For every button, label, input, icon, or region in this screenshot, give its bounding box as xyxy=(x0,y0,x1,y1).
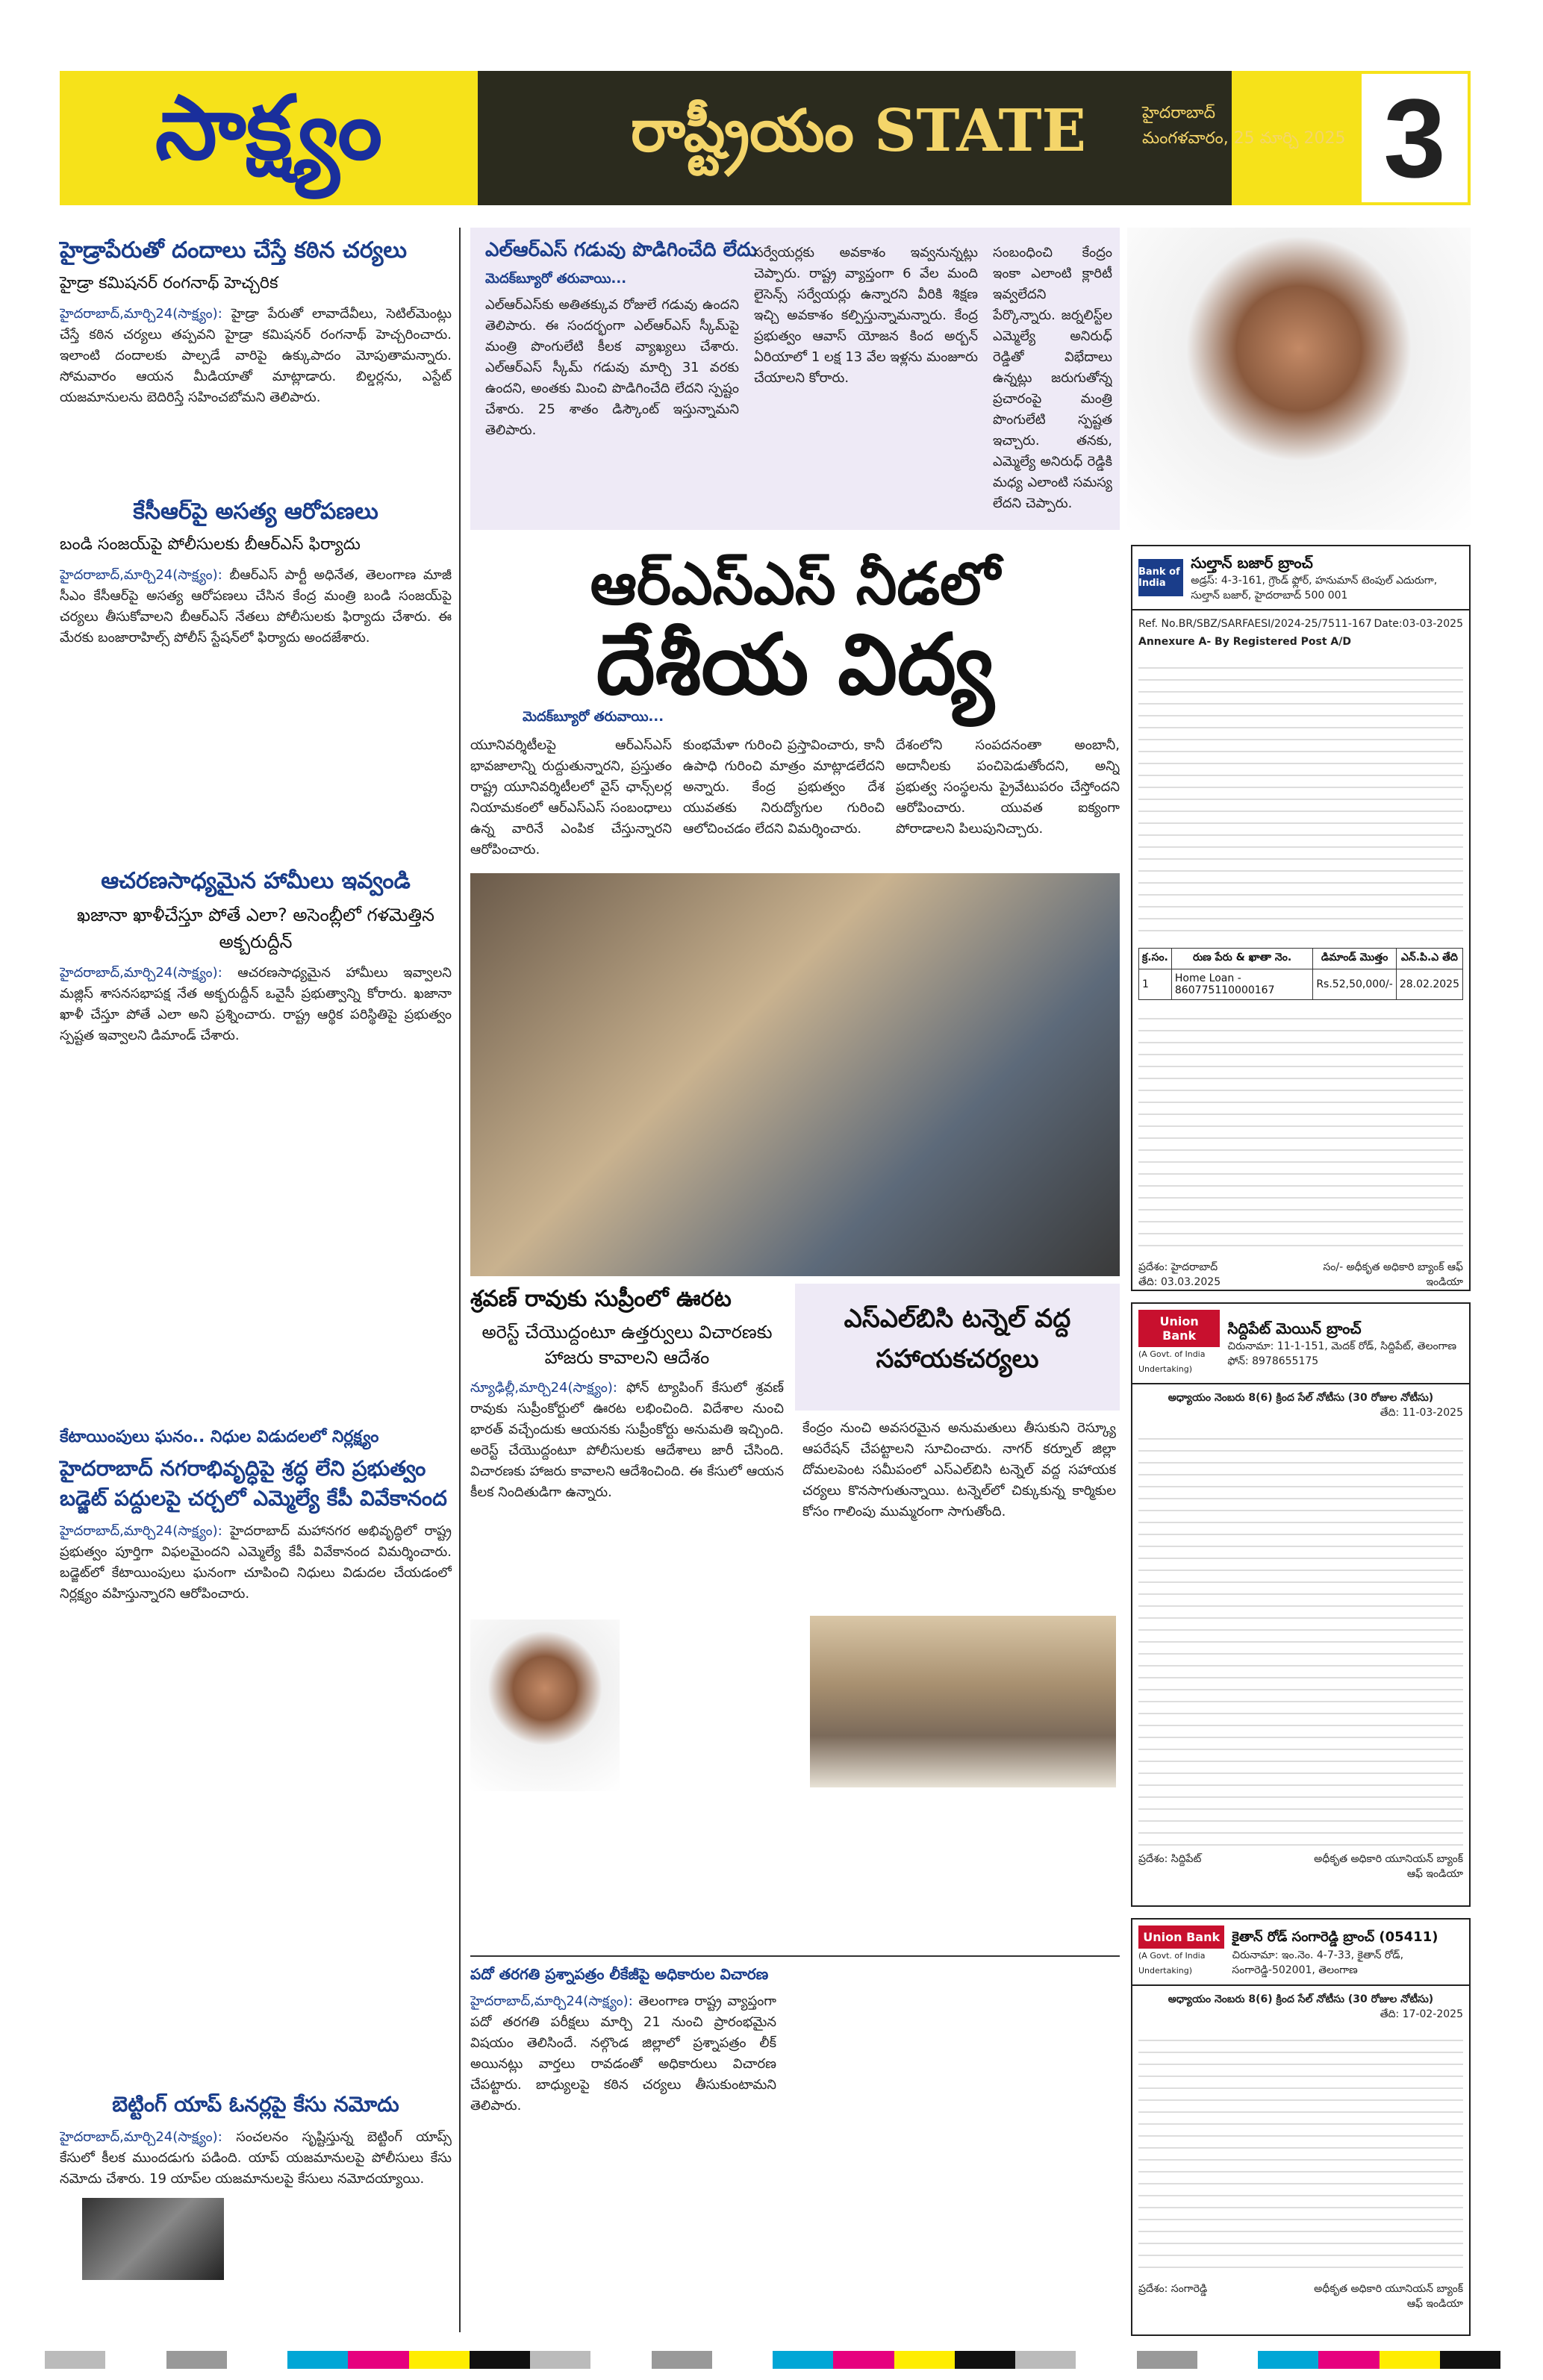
newspaper-logo: సాక్ష్యం xyxy=(60,71,478,205)
notice-title: అధ్యాయం నెంబరు 8(6) క్రింద సేల్ నోటీసు (30 రోజుల నోటీసు) xyxy=(1168,1392,1434,1404)
subhead: హైడ్రా కమిషనర్ రంగనాథ్ హెచ్చరిక xyxy=(60,274,278,293)
notice-place: ప్రదేశం: సంగారెడ్డి xyxy=(1138,2283,1208,2295)
printer-color-bar xyxy=(45,2351,1500,2369)
lead-headline xyxy=(470,549,1120,713)
story-betting xyxy=(60,2090,452,2351)
story-body: హైడ్రా పేరుతో లావాదేవీలు, సెటిల్‌మెంట్లు చేస్తే కఠిన చర్యలు తప్పవని హైడ్రా కమిషనర్ రంగనాథ్ హెచ్చరించారు. ఇలాంటి దందాలకు పాల్పడే వారిపై ఉక్కుపాదం మోపుతామన్నారు. సోమవారం ఆయన మీడియాతో మాట్లాడారు. బిల్డర్లను, ఎస్టేట్ యజమానులను బెదిరిస్తే సహించబోమని తెలిపారు. xyxy=(60,306,452,405)
subhead: అరెస్ట్ చేయొద్దంటూ ఉత్తర్వులు విచారణకు హాజరు కావాలని ఆదేశం xyxy=(481,1322,773,1368)
headline-line-2: దేశీయ విద్య xyxy=(596,616,994,713)
story-body: బీఆర్ఎస్ పార్టీ అధినేత, తెలంగాణ మాజీ సీఎం కేసీఆర్‌పై అసత్య ఆరోపణలు చేసిన కేంద్ర మంత్రి బండి సంజయ్‌పై చర్యలు తీసుకోవాలని బీఆర్ఎస్ నేతలు పోలీసులకు ఫిర్యాదు చేశారు. ఈ మేరకు బంజారాహిల్స్ పోలీస్ స్టేషన్‌లో ఫిర్యాదు అందజేశారు. xyxy=(60,567,452,646)
story-body-3: సంబంధించి కేంద్రం ఇంకా ఎలాంటి క్లారిటీ ఇవ్వలేదని పేర్కొన్నారు. జర్నలిస్ట్‌ల ఎమ్మెల్యే అనిరుధ్ రెడ్డితో విభేదాలు ఉన్నట్లు జరుగుతోన్న ప్రచారంపై మంత్రి పొంగులేటి స్పష్టత ఇచ్చారు. తనకు, ఎమ్మెల్యే అనిరుధ్ రెడ్డికి మధ్య ఎలాంటి సమస్య లేదని చెప్పారు. xyxy=(993,245,1112,511)
lead-body-1: యూనివర్శిటీలపై ఆర్ఎస్ఎస్ భావజాలాన్ని రుద్దుతున్నారని, ప్రస్తుతం రాష్ట్ర యూనివర్శిటీలలో వైస్ ఛాన్స్‌లర్ల నియామకంలో ఆర్ఎస్ఎస్ సంబంధాలు ఉన్న వారినే ఎంపిక చేస్తున్నారని ఆరోపించారు. xyxy=(470,737,672,858)
dateline: హైదరాబాద్,మార్చి24(సాక్ష్యం): xyxy=(470,1993,633,2009)
story-body: ఆచరణసాధ్యమైన హామీలు ఇవ్వాలని మజ్లిస్ శాసనసభాపక్ష నేత అక్బరుద్దీన్ ఒవైసీ ప్రభుత్వాన్ని కోరారు. ఖజానా ఖాళీ చేస్తూ పోతే ఎలా అని ప్రశ్నించారు. రాష్ట్ర ఆర్థిక పరిస్థితిపై ప్రభుత్వం స్పష్టత ఇవ్వాలని డిమాండ్ చేశారు. xyxy=(60,965,452,1043)
table-header: ఎన్.పి.ఎ తేది xyxy=(1396,949,1462,969)
dateline: హైదరాబాద్,మార్చి24(సాక్ష్యం): xyxy=(60,2129,222,2145)
table-cell: 1 xyxy=(1139,969,1172,1000)
story-vivekananda xyxy=(60,1425,452,2043)
edition-city: హైదరాబాద్ xyxy=(1142,104,1215,122)
kicker: కేటాయింపులు ఘనం.. నిధుల విడుదలలో నిర్లక్ష్యం xyxy=(60,1428,379,1446)
story-body: హైదరాబాద్ మహానగర అభివృద్ధిలో రాష్ట్ర ప్రభుత్వం పూర్తిగా విఫలమైందని ఎమ్మెల్యే కేపీ వివేకానంద విమర్శించారు. బడ్జెట్‌లో కేటాయింపులు ఘనంగా చూపించి నిధులు విడుదల చేయడంలో నిర్లక్ష్యం వహిస్తున్నారని ఆరోపించారు. xyxy=(60,1523,452,1602)
dateline: హైదరాబాద్,మార్చి24(సాక్ష్యం): xyxy=(60,965,222,981)
dateline: హైదరాబాద్,మార్చి24(సాక్ష్యం): xyxy=(60,1523,222,1539)
lead-body-3: దేశంలోని సంపదనంతా అంబానీ, అదానీలకు పంచిపెడుతోందని, అన్ని ప్రభుత్వ సంస్థలను ప్రైవేటుపరం చేస్తోందని ఆరోపించారు. యువత ఐక్యంగా పోరాడాలని పిలుపునిచ్చారు. xyxy=(896,737,1120,837)
slbc-headline-box xyxy=(795,1284,1120,1411)
minister-photo xyxy=(1127,228,1471,530)
branch-address: చిరునామా: ఇం.నెం. 4-7-33, కైతాన్ రోడ్, సంగారెడ్డి-502001, తెలంగాణ xyxy=(1232,1949,1404,1976)
story-body-2: సర్వేయర్లకు అవకాశం ఇవ్వనున్నట్లు చెప్పారు. రాష్ట్ర వ్యాప్తంగా 6 వేల మంది లైసెన్స్ సర్వేయర్లు ఉన్నారని వీరికి శిక్షణ ఇచ్చి అవకాశం కల్పిస్తున్నామన్నారు. కేంద్ర ప్రభుత్వం ఆవాస్ యోజన కింద అర్బన్ ఏరియాలో 1 లక్ష 13 వేల ఇళ్లను మంజూరు చేయాలని కోరారు. xyxy=(754,245,978,386)
slbc-meeting-photo xyxy=(810,1616,1116,1787)
column-divider xyxy=(459,228,461,2332)
branch-address: అడ్రస్: 4-3-161, గ్రౌండ్ ఫ్లోర్, హనుమాన్ టెంపుల్ ఎదురుగా, సుల్తాన్ బజార్, హైదరాబాద్ 500 001 xyxy=(1191,575,1438,602)
lead-photo xyxy=(470,873,1120,1276)
story-body: ఎల్ఆర్ఎస్‌కు అతితక్కువ రోజులే గడువు ఉందని తెలిపారు. ఈ సందర్భంగా ఎల్ఆర్ఎస్ స్కీమ్‌పై మంత్రి పొంగులేటి కీలక వ్యాఖ్యలు చేశారు. ఎల్ఆర్ఎస్ స్కీమ్ గడువు మార్చి 31 వరకు ఉందని, అంతకు మించి పొడిగించేది లేదని స్పష్టం చేశారు. 25 శాతం డిస్కౌంట్ ఇస్తున్నామని తెలిపారు. xyxy=(485,297,739,438)
table-row xyxy=(1139,969,1463,1000)
table-header: రుణ పేరు & ఖాతా నెం. xyxy=(1171,949,1312,969)
headline: ఆచరణసాధ్యమైన హామీలు ఇవ్వండి xyxy=(101,868,411,894)
story-body: ఫోన్ ట్యాపింగ్ కేసులో శ్రవణ్ రావుకు సుప్రీంకోర్టులో ఊరట లభించింది. విదేశాల నుంచి భారత్ వచ్చేందుకు ఆయనకు సుప్రీంకోర్టు అనుమతి ఇచ్చింది. అరెస్ట్ చేయొద్దంటూ పోలీసులకు ఆదేశాలు జారీ చేసింది. విచారణకు హాజరు కావాలని ఆదేశించింది. ఈ కేసులో ఆయన కీలక నిందితుడిగా ఉన్నారు. xyxy=(470,1380,784,1500)
headline: హైడ్రాపేరుతో దందాలు చేస్తే కఠిన చర్యలు xyxy=(60,237,408,263)
dateline: న్యూఢిల్లీ,మార్చి24(సాక్ష్యం): xyxy=(470,1380,618,1396)
lrs-story-box xyxy=(470,228,1120,530)
lead-dateline: మెదక్‌బ్యూరో తరువాయి... xyxy=(523,709,664,725)
lead-body-2: కుంభమేళా గురించి ప్రస్తావించారు, కానీ ఉపాధి గురించి మాత్రం మాట్లాడలేదని అన్నారు. కేంద్ర ప్రభుత్వం దేశ యువతకు నిరుద్యోగుల గురించి ఆలోచించడం లేదని విమర్శించారు. xyxy=(683,737,885,837)
story-body: తెలంగాణ రాష్ట్ర వ్యాప్తంగా పదో తరగతి పరీక్షలు మార్చి 21 నుంచి ప్రారంభమైన విషయం తెలిసిందే. నల్గొండ జిల్లాలో ప్రశ్నాపత్రం లీక్ అయినట్లు వార్తలు రావడంతో అధికారులు విచారణ చేపట్టారు. బాధ్యులపై కఠిన చర్యలు తీసుకుంటామని తెలిపారు. xyxy=(470,1993,776,2114)
section-title: రాష్ట్రీయం STATE xyxy=(631,97,1086,165)
sravan-rao-photo xyxy=(470,1620,620,1791)
story-kcr xyxy=(60,496,452,811)
headline: కేసీఆర్‌పై అసత్య ఆరోపణలు xyxy=(133,499,378,525)
bank-logo: Bank of India xyxy=(1138,559,1183,596)
bank-logo: Union Bank xyxy=(1138,1310,1220,1347)
headline: పదో తరగతి ప్రశ్నాపత్రం లీకేజీపై అధికారుల విచారణ xyxy=(470,1965,769,1983)
bank-subtitle: (A Govt. of India Undertaking) xyxy=(1138,1349,1206,1374)
subhead: ఖజానా ఖాళీచేస్తూ పోతే ఎలా? అసెంబ్లీలో గళమెత్తిన అక్బరుద్దీన్ xyxy=(77,905,434,952)
notice-place: ప్రదేశం: సిద్దిపేట్ xyxy=(1138,1853,1202,1865)
bank-of-india-notice xyxy=(1131,545,1471,1291)
headline: ఎస్ఎల్‌బిసి టన్నెల్ వద్ద సహాయకచర్యలు xyxy=(844,1304,1071,1374)
section-divider xyxy=(470,1955,1120,1957)
notice-body-text xyxy=(1138,657,1463,940)
notice-body-text xyxy=(1138,1428,1463,1846)
headline: హైదరాబాద్ నగరాభివృద్ధిపై శ్రద్ధ లేని ప్రభుత్వం బడ్జెట్ పద్దులపై చర్చలో ఎమ్మెల్యే కేపీ వివేకానంద xyxy=(60,1456,447,1511)
table-cell: 28.02.2025 xyxy=(1396,969,1462,1000)
notice-signer: సం/- అధీకృత అధికారి బ్యాంక్ ఆఫ్ ఇండియా xyxy=(1323,1261,1463,1288)
dateline: హైదరాబాద్,మార్చి24(సాక్ష్యం): xyxy=(60,306,222,322)
dateline: హైదరాబాద్,మార్చి24(సాక్ష్యం): xyxy=(60,567,222,583)
notice-signer: అధీకృత అధికారి యూనియన్ బ్యాంక్ ఆఫ్ ఇండియా xyxy=(1314,1853,1463,1880)
table-cell: Home Loan - 860775110000167 xyxy=(1171,969,1312,1000)
branch-name: సిద్దిపేట్ మెయిన్ బ్రాంచ్ xyxy=(1227,1319,1362,1337)
notice-date: తేది: 11-03-2025 xyxy=(1380,1407,1463,1419)
notice-date: తేది: 17-02-2025 xyxy=(1380,2008,1463,2020)
betting-apps-photo xyxy=(82,2198,224,2280)
table-header: క్ర.సం. xyxy=(1139,949,1172,969)
story-akbaruddin xyxy=(60,866,452,1396)
slbc-body: కేంద్రం నుంచి అవసరమైన అనుమతులు తీసుకుని రెస్క్యూ ఆపరేషన్ చేపట్టాలని సూచించారు. నాగర్ కర్నూల్ జిల్లా దోమలపెంట సమీపంలో ఎస్ఎల్‌బిసి టన్నెల్ వద్ద సహాయక చర్యలు కొనసాగుతున్నాయి. టన్నెల్‌లో చిక్కుకున్న కార్మికుల కోసం గాలింపు ముమ్మరంగా సాగుతోంది. xyxy=(802,1420,1116,1519)
notice-date: తేది: 03.03.2025 xyxy=(1138,1276,1221,1288)
page-number: 3 xyxy=(1359,71,1471,205)
branch-name: సుల్తాన్ బజార్ బ్రాంచ్ xyxy=(1191,554,1313,572)
headline: శ్రవణ్ రావుకు సుప్రీంలో ఊరట xyxy=(470,1286,732,1312)
headline: ఎల్ఆర్ఎస్ గడువు పొడిగించేది లేదు xyxy=(485,239,758,261)
branch-name: కైతాన్ రోడ్ సంగారెడ్డి బ్రాంచ్ (05411) xyxy=(1232,1928,1438,1945)
story-hydra xyxy=(60,235,452,453)
dateline: మెదక్‌బ్యూరో తరువాయి... xyxy=(485,271,627,287)
annexure-label: Annexure A- By Registered Post A/D xyxy=(1138,636,1351,648)
story-ssc-leak xyxy=(470,1963,776,2342)
union-bank-sangareddy-notice xyxy=(1131,1918,1471,2336)
notice-title: అధ్యాయం నెంబరు 8(6) క్రింద సేల్ నోటీసు (30 రోజుల నోటీసు) xyxy=(1168,1993,1434,2005)
reference-date: Date:03-03-2025 xyxy=(1374,618,1463,630)
notice-body-text-2 xyxy=(1138,1008,1463,1254)
edition-info xyxy=(1142,101,1351,152)
edition-date: మంగళవారం, 25 మార్చి 2025 xyxy=(1142,129,1346,148)
notice-place: ప్రదేశం: హైదరాబాద్ xyxy=(1138,1261,1218,1273)
subhead: బండి సంజయ్‌పై పోలీసులకు బీఆర్ఎస్ ఫిర్యాదు xyxy=(60,535,361,554)
notice-signer: అధీకృత అధికారి యూనియన్ బ్యాంక్ ఆఫ్ ఇండియా xyxy=(1314,2283,1463,2310)
bank-logo: Union Bank xyxy=(1138,1925,1224,1949)
bank-subtitle: (A Govt. of India Undertaking) xyxy=(1138,1951,1206,1975)
story-body: సంచలనం సృష్టిస్తున్న బెట్టింగ్ యాప్స్ కేసులో కీలక ముందడుగు పడింది. యాప్ యజమానులపై పోలీసులు కేసు నమోదు చేశారు. 19 యాప్‌ల యజమానులపై కేసులు నమోదయ్యాయి. xyxy=(60,2129,452,2187)
reference-number: Ref. No.BR/SBZ/SARFAESI/2024-25/7511-167 xyxy=(1138,618,1372,630)
union-bank-siddipet-notice xyxy=(1131,1302,1471,1907)
headline: బెట్టింగ్ యాప్ ఓనర్లపై కేసు నమోదు xyxy=(112,2092,399,2117)
headline-line-1: ఆర్ఎస్ఎస్ నీడలో xyxy=(590,550,1000,618)
table-cell: Rs.52,50,000/- xyxy=(1313,969,1397,1000)
notice-body-text xyxy=(1138,2029,1463,2276)
demand-table xyxy=(1138,948,1463,1000)
branch-address: చిరునామా: 11-1-151, మెదక్ రోడ్, సిద్దిపేట్, తెలంగాణ ఫోన్: 8978655175 xyxy=(1227,1340,1457,1367)
table-header: డిమాండ్ మొత్తం xyxy=(1313,949,1397,969)
